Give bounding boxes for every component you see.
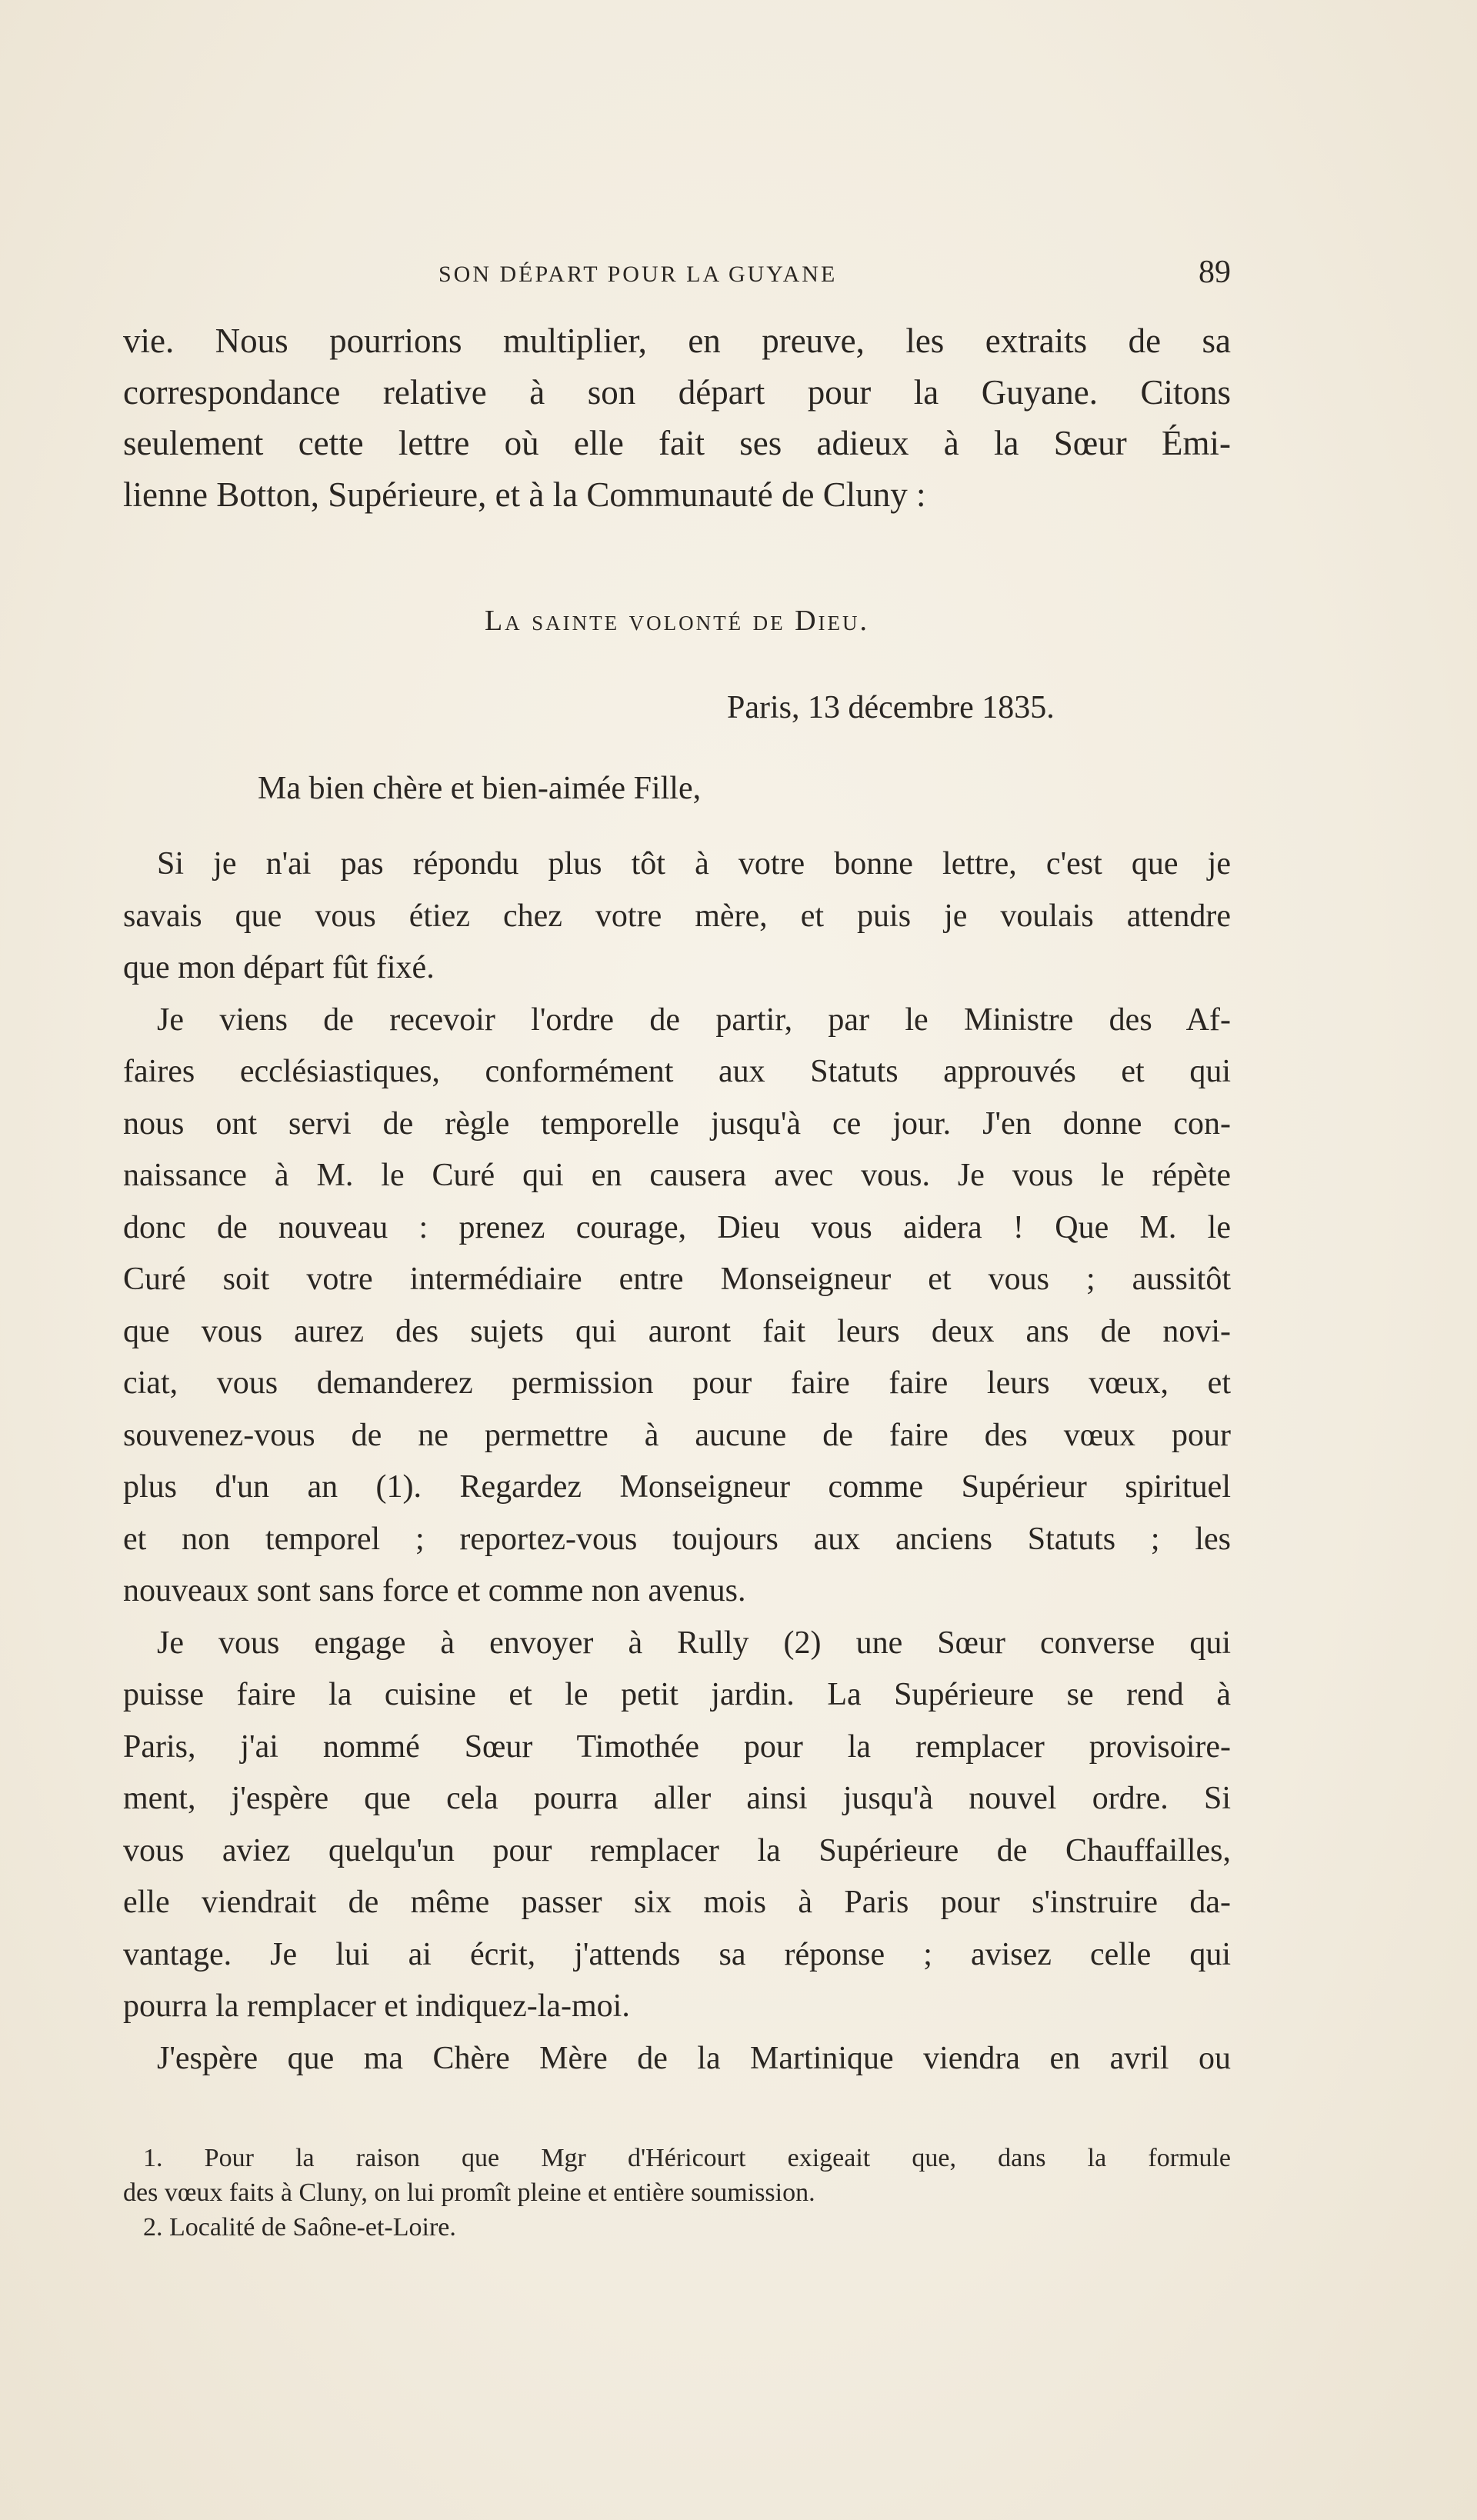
text-line: elle viendrait de même passer six mois à Paris pour s'instruire da- — [123, 1885, 1231, 1920]
letter-dateline: Paris, 13 décembre 1835. — [727, 690, 1055, 725]
footnote-1-continued: des vœux faits à Cluny, on lui promît pleine et entière soumission. — [123, 2178, 815, 2207]
text-line: souvenez-vous de ne permettre à aucune de faire des vœux pour — [123, 1417, 1231, 1453]
text-line: vie. Nous pourrions multiplier, en preuve, les extraits de sa — [123, 322, 1231, 360]
text-line: ment, j'espère que cela pourra aller ainsi jusqu'à nouvel ordre. Si — [123, 1781, 1231, 1816]
text-line: savais que vous étiez chez votre mère, et puis je voulais attendre — [123, 898, 1231, 934]
footnotes — [123, 2141, 1231, 2245]
footnote-1: 1. Pour la raison que Mgr d'Héricourt exigeait que, dans la formule — [143, 2144, 1231, 2172]
text-line: donc de nouveau : prenez courage, Dieu vous aidera ! Que M. le — [123, 1209, 1231, 1245]
intro-paragraph — [123, 315, 1231, 520]
text-line: que vous aurez des sujets qui auront fait leurs deux ans de novi- — [123, 1313, 1231, 1349]
letter-salutation: Ma bien chère et bien-aimée Fille, — [258, 771, 702, 806]
text-line: pourra la remplacer et indiquez-la-moi. — [123, 1988, 630, 2024]
text-line: correspondance relative à son départ pour la Guyane. Citons — [123, 372, 1231, 412]
running-title: SON DÉPART POUR LA GUYANE — [438, 262, 838, 287]
text-line: J'espère que ma Chère Mère de la Martinique viendra en avril ou — [157, 2040, 1231, 2076]
text-line: puisse faire la cuisine et le petit jardin. La Supérieure se rend à — [123, 1677, 1231, 1712]
page-number: 89 — [1199, 255, 1231, 290]
text-line: nous ont servi de règle temporelle jusqu'à ce jour. J'en donne con- — [123, 1105, 1231, 1142]
text-line: que mon départ fût fixé. — [123, 950, 435, 985]
text-line: Curé soit votre intermédiaire entre Monseigneur et vous ; aussitôt — [123, 1262, 1231, 1297]
text-line: naissance à M. le Curé qui en causera avec vous. Je vous le répète — [123, 1158, 1231, 1193]
text-line: et non temporel ; reportez-vous toujours aux anciens Statuts ; les — [123, 1521, 1231, 1557]
text-line: lienne Botton, Supérieure, et à la Communauté de Cluny : — [123, 475, 926, 514]
footnote-2: 2. Localité de Saône-et-Loire. — [143, 2213, 456, 2242]
text-line: vous aviez quelqu'un pour remplacer la Supérieure de Chauffailles, — [123, 1832, 1231, 1868]
text-line: vantage. Je lui ai écrit, j'attends sa réponse ; avisez celle qui — [123, 1936, 1231, 1972]
letter-body — [123, 838, 1231, 2085]
text-line: seulement cette lettre où elle fait ses adieux à la Sœur Émi- — [123, 424, 1231, 462]
text-line: plus d'un an (1). Regardez Monseigneur comme Supérieur spirituel — [123, 1469, 1231, 1505]
text-line: Paris, j'ai nommé Sœur Timothée pour la remplacer provisoire- — [123, 1728, 1231, 1765]
letter-heading: La sainte volonté de Dieu. — [484, 605, 870, 637]
text-line: nouveaux sont sans force et comme non avenus. — [123, 1573, 746, 1608]
text-line: Je viens de recevoir l'ordre de partir, par le Ministre des Af- — [157, 1002, 1231, 1038]
text-line: faires ecclésiastiques, conformément aux Statuts approuvés et qui — [123, 1054, 1231, 1089]
text-line: ciat, vous demanderez permission pour faire faire leurs vœux, et — [123, 1365, 1231, 1401]
page-header — [123, 254, 1231, 300]
text-line: Si je n'ai pas répondu plus tôt à votre bonne lettre, c'est que je — [157, 846, 1231, 882]
text-line: Je vous engage à envoyer à Rully (2) une Sœur converse qui — [157, 1625, 1231, 1661]
